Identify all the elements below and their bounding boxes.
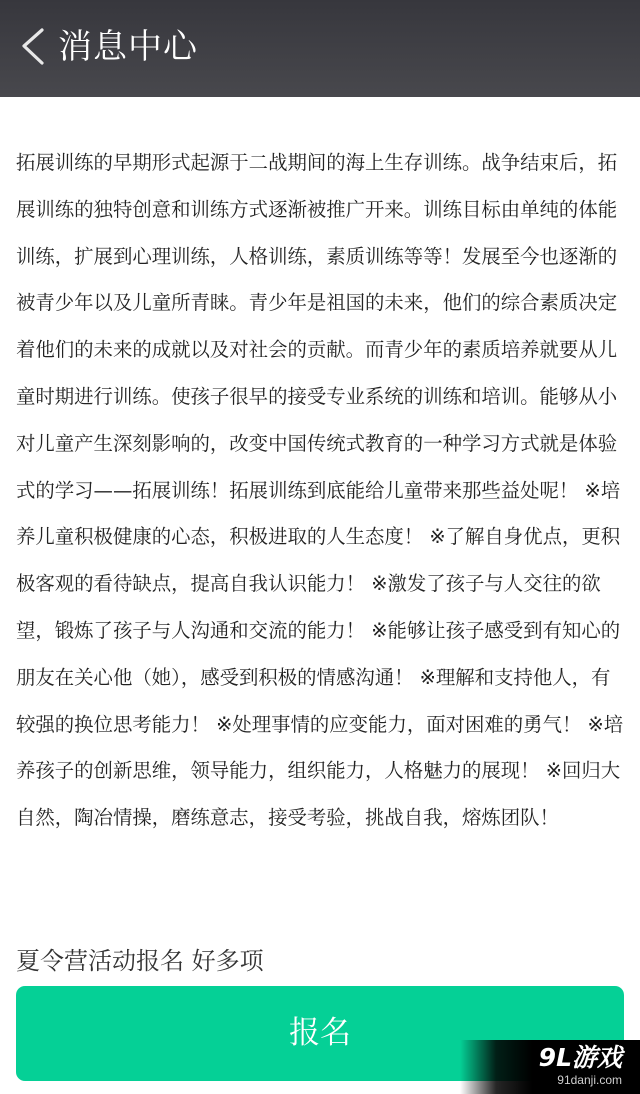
page-title: 消息中心: [58, 27, 198, 67]
top-navigation-bar: [0, 0, 640, 97]
watermark-overlay: [460, 1040, 640, 1094]
chevron-left-icon: [18, 26, 48, 66]
back-button[interactable]: [18, 26, 48, 66]
signup-section-title: 夏令营活动报名 好多项: [16, 947, 264, 975]
watermark-logo: 9L游戏: [538, 1043, 622, 1072]
watermark-url: 91danji.com: [557, 1073, 622, 1087]
message-body-text: 拓展训练的早期形式起源于二战期间的海上生存训练。战争结束后，拓展训练的独特创意和训练方式逐渐被推广开来。训练目标由单纯的体能训练，扩展到心理训练，人格训练，素质训练等等！发展至今也逐渐的被青少年以及儿童所青睐。青少年是祖国的未来，他们的综合素质决定着他们的未来的成就以及对社会的贡献。而青少年的素质培养就要从儿童时期进行训练。使孩子很早的接受专业系统的训练和培训。能够从小对儿童产生深刻影响的，改变中国传统式教育的一种学习方式就是体验式的学习——拓展训练！拓展训练到底能给儿童带来那些益处呢！ ※培养儿童积极健康的心态，积极进取的人生态度！ ※了解自身优点，更积极客观的看待缺点，提高自我认识能力！ ※激发了孩子与人交往的欲望，锻炼了孩子与人沟通和交流的能力！ ※能够让孩子感受到有知心的朋友在关心他（她），感受到积极的情感沟通！ ※理解和支持他人，有较强的换位思考能力！ ※处理事情的应变能力，面对困难的勇气！ ※培养孩子的创新思维，领导能力，组织能力，人格魅力的展现！ ※回归大自然，陶冶情操，磨练意志，接受考验，挑战自我，熔炼团队！: [16, 151, 624, 830]
signup-button[interactable]: 报名: [16, 986, 624, 1081]
